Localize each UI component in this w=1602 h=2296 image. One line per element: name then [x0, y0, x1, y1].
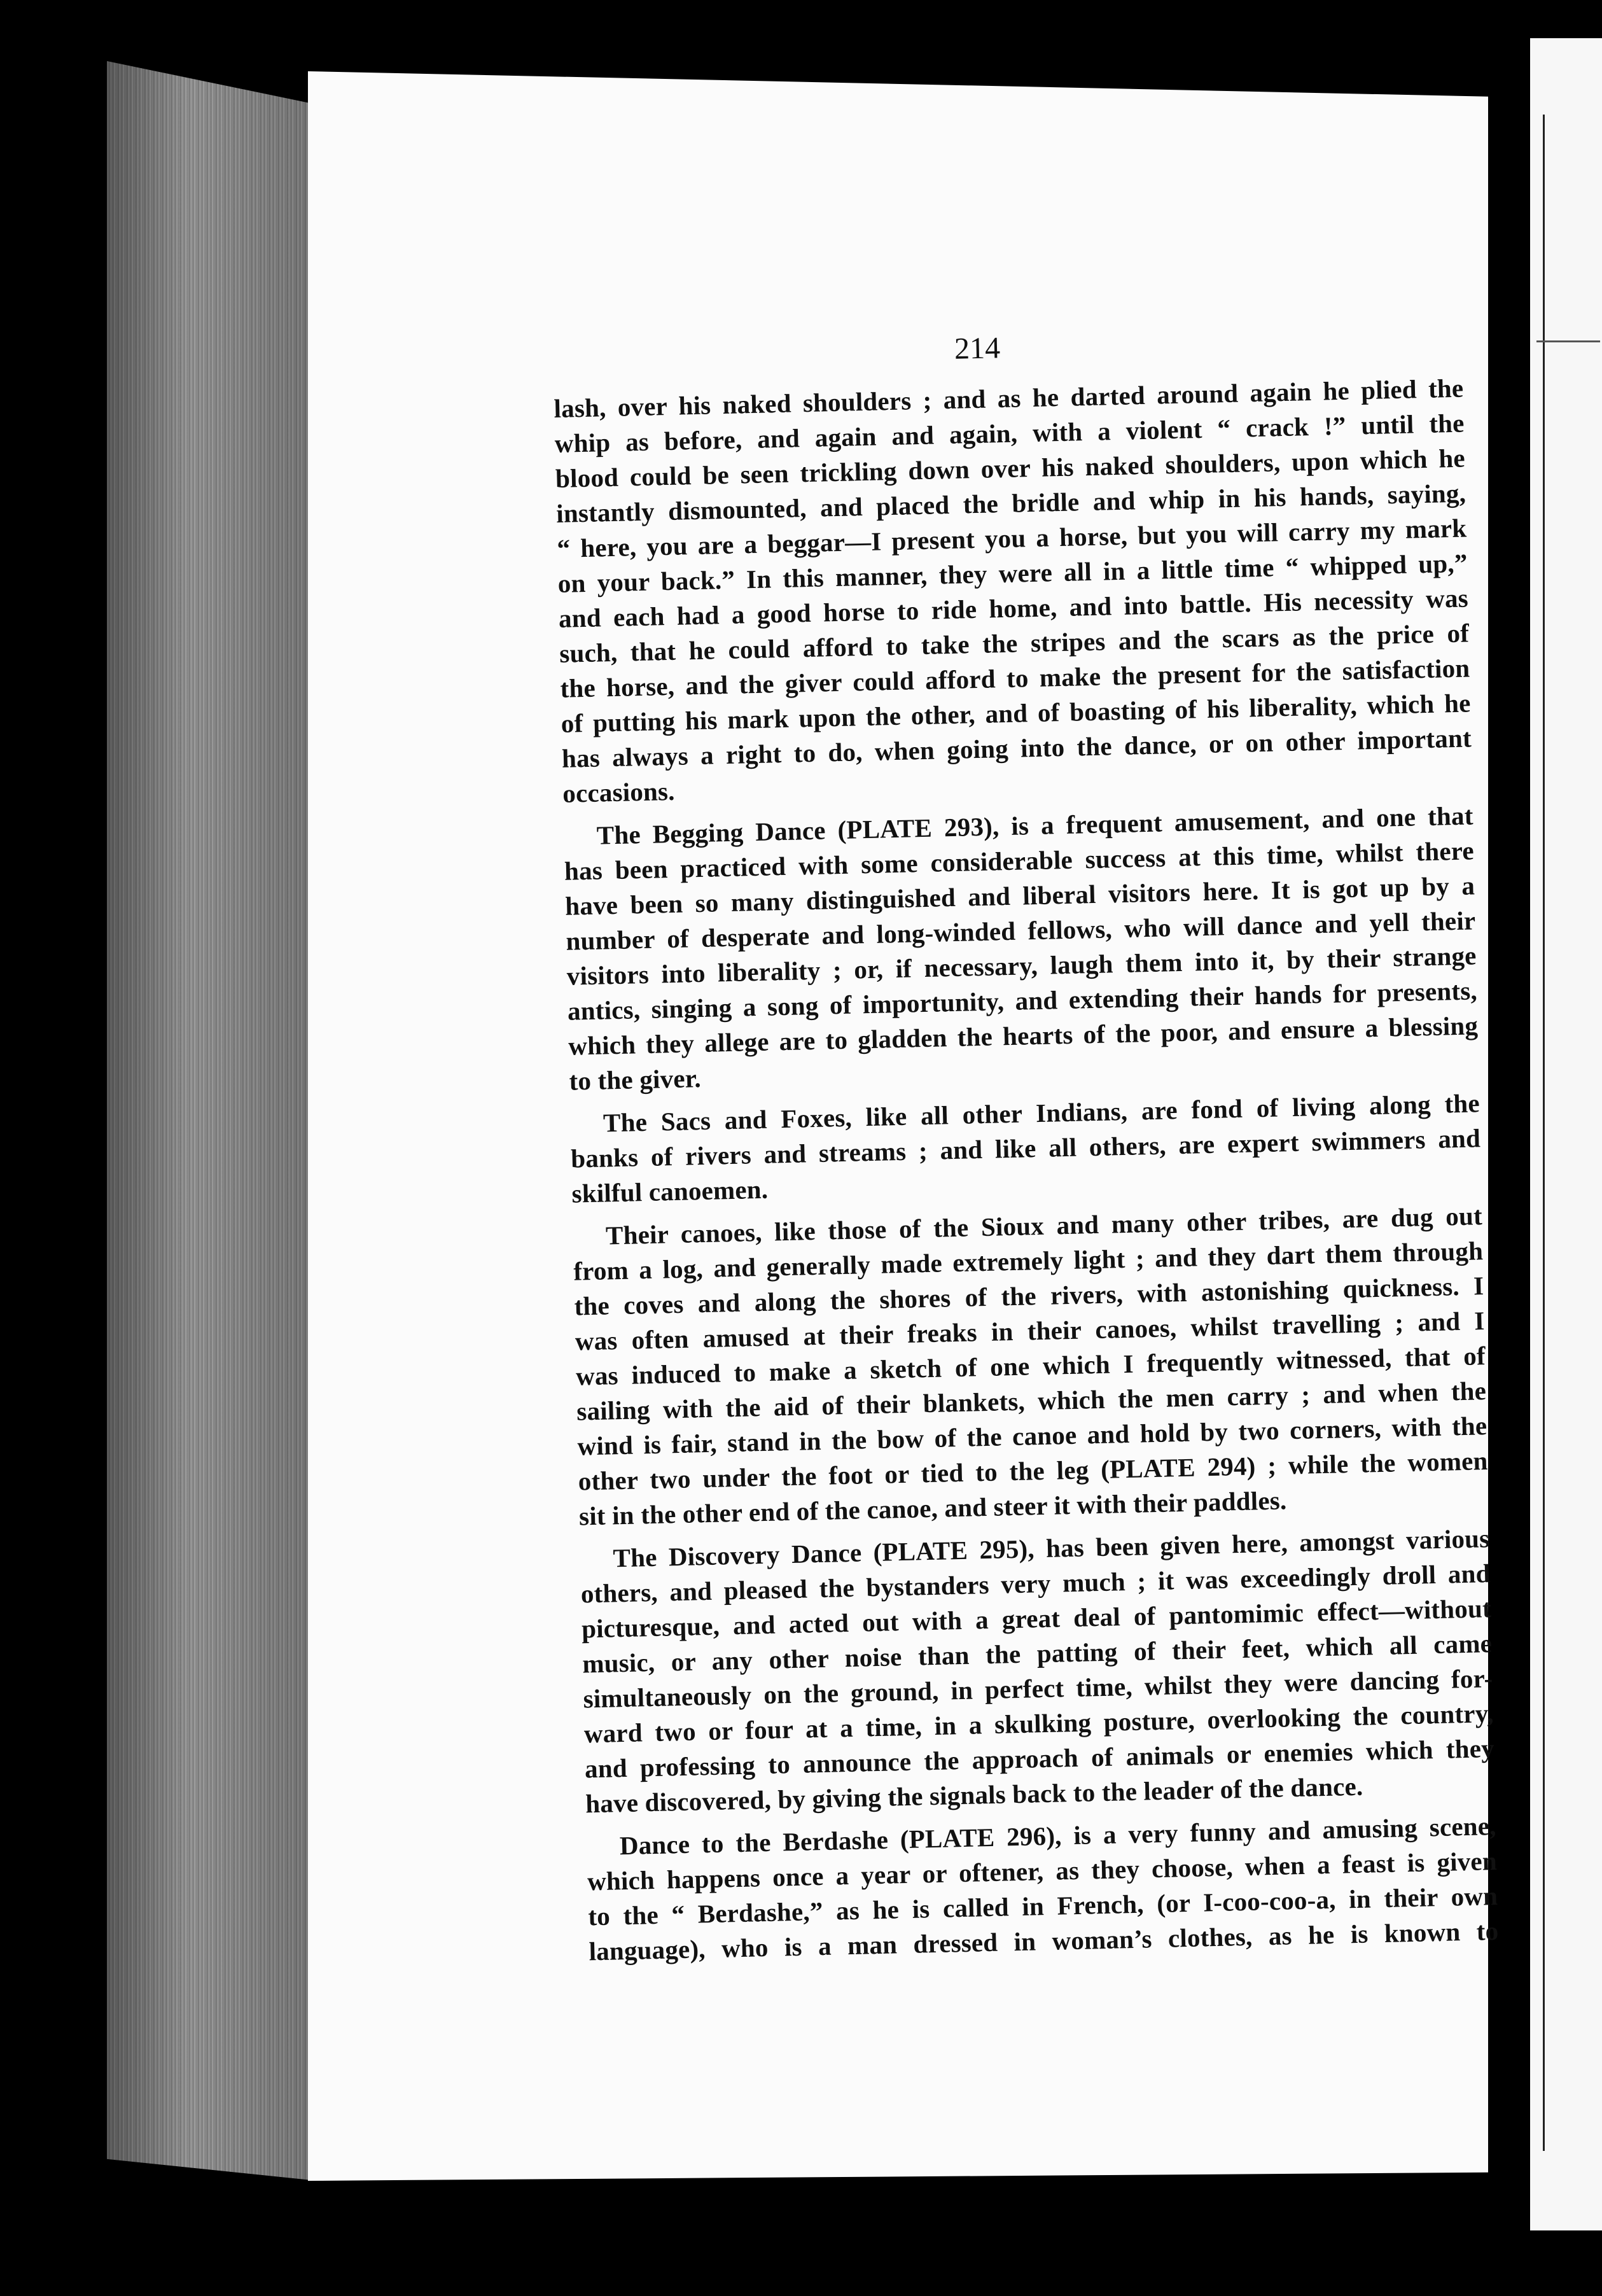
text-line: simultaneously on the ground, in perfect time, whilst they were dancing for- — [583, 1663, 1493, 1714]
text-line: ward two or four at a time, in a skulking posture, overlooking the country, — [583, 1698, 1494, 1749]
text-line: sit in the other end of the canoe, and steer it with their paddles. — [578, 1485, 1287, 1531]
text-line: was often amused at their freaks in their canoes, whilst travelling ; and I — [575, 1306, 1486, 1356]
text-line: other two under the foot or tied to the leg (PLATE 294) ; while the women — [578, 1446, 1489, 1496]
text-line: such, that he could afford to take the stripes and the scars as the price of — [559, 618, 1470, 668]
text-line: antics, singing a song of importunity, and extending their hands for presents, — [567, 976, 1478, 1026]
text-line: occasions. — [562, 776, 676, 808]
text-line: to the giver. — [569, 1063, 702, 1096]
text-line: music, or any other noise than the patting of their feet, which all came — [582, 1628, 1493, 1679]
text-line: on your back.” In this manner, they were all in a little time “ whipped up,” — [557, 548, 1468, 598]
text-line: Their canoes, like those of the Sioux and many other tribes, are dug out — [605, 1201, 1483, 1250]
text-line: lash, over his naked shoulders ; and as he darted around again he plied the — [554, 373, 1464, 423]
text-line: the horse, and the giver could afford to make the present for the satisfaction — [560, 653, 1470, 703]
text-line: have been so many distinguished and liberal visitors here. It is got up by a — [564, 871, 1475, 921]
facing-page-border — [1543, 115, 1545, 2151]
text-line: instantly dismounted, and placed the bridle and whip in his hands, saying, — [555, 478, 1466, 528]
text-line: language), who is a man dressed in woman’s clothes, as he is known to — [589, 1915, 1499, 1966]
text-line: the coves and along the shores of the rivers, with astonishing quickness. I — [574, 1271, 1484, 1321]
text-line: have discovered, by giving the signals back to the leader of the dance. — [585, 1771, 1363, 1819]
text-line: to the “ Berdashe,” as he is called in French, (or I-coo-coo-a, in their own — [587, 1880, 1498, 1931]
text-line: and each had a good horse to ride home, and into battle. His necessity was — [558, 583, 1469, 633]
text-line: The Discovery Dance (PLATE 295), has been given here, amongst various — [613, 1523, 1490, 1573]
text-line: visitors into liberality ; or, if necessary, laugh them into it, by their strange — [566, 941, 1477, 991]
text-line: number of desperate and long-winded fellows, who will dance and yell their — [566, 906, 1476, 956]
text-line: skilful canoemen. — [571, 1174, 769, 1208]
text-line: was induced to make a sketch of one which I frequently witnessed, that of — [575, 1341, 1486, 1391]
text-line: whip as before, and again and again, with a violent “ crack !” until the — [554, 408, 1465, 458]
text-line: which happens once a year or oftener, as they choose, when a feast is given — [587, 1845, 1498, 1896]
page-stack-shade — [107, 61, 312, 2180]
page-number: 214 — [954, 331, 1001, 366]
text-line: Dance to the Berdashe (PLATE 296), is a very funny and amusing scene, — [619, 1810, 1497, 1861]
text-line: blood could be seen trickling down over his naked shoulders, upon which he — [555, 443, 1466, 493]
text-line: picturesque, and acted out with a great deal of pantomimic effect—without — [581, 1593, 1492, 1644]
text-line: has always a right to do, when going into the dance, or on other important — [561, 723, 1472, 773]
text-line: “ here, you are a beggar—I present you a horse, but you will carry my mark — [557, 513, 1467, 563]
body-text — [554, 371, 1499, 1970]
text-line: and professing to announce the approach of animals or enemies which they — [584, 1733, 1495, 1784]
text-line: wind is fair, stand in the bow of the canoe and hold by two corners, with the — [577, 1411, 1487, 1461]
text-line: banks of rivers and streams ; and like all others, are expert swimmers and — [570, 1123, 1481, 1173]
text-line: The Begging Dance (PLATE 293), is a frequent amusement, and one that — [596, 801, 1474, 850]
facing-page-edge — [1530, 38, 1602, 2230]
facing-page-rule — [1536, 340, 1600, 342]
text-line: which they allege are to gladden the hearts of the poor, and ensure a blessing — [568, 1011, 1479, 1061]
text-line: from a log, and generally made extremely light ; and they dart them through — [573, 1236, 1484, 1286]
text-line: others, and pleased the bystanders very much ; it was exceedingly droll and — [580, 1558, 1491, 1609]
page-stack-edge — [107, 61, 312, 2180]
text-line: sailing with the aid of their blankets, which the men carry ; and when the — [576, 1376, 1487, 1426]
text-line: The Sacs and Foxes, like all other Indians, are fond of living along the — [602, 1088, 1480, 1138]
text-line: has been practiced with some considerable success at this time, whilst there — [564, 836, 1475, 886]
text-line: of putting his mark upon the other, and of boasting of his liberality, which he — [561, 688, 1471, 738]
